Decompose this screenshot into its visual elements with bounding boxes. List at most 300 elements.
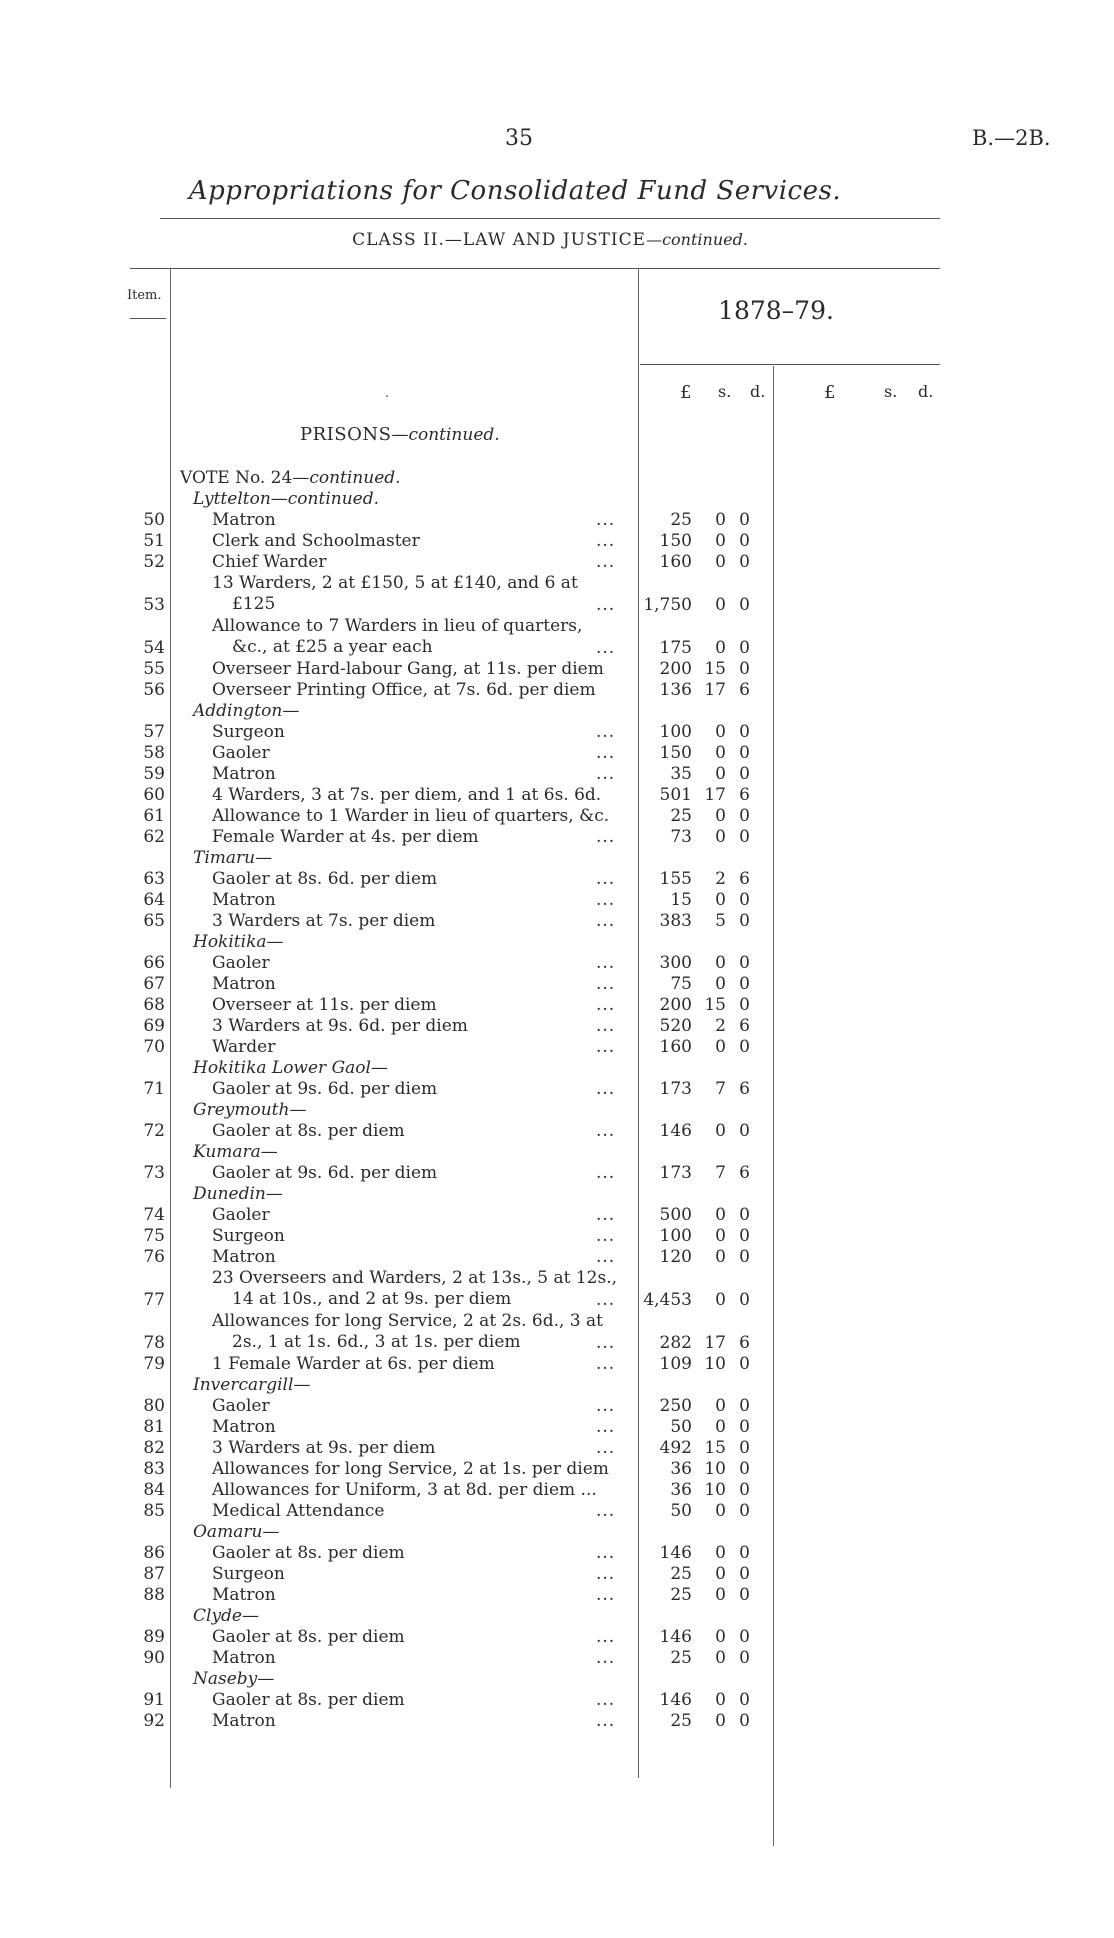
amount-shillings: 0 <box>715 1627 726 1647</box>
amount-shillings: 0 <box>715 1290 726 1310</box>
amount-shillings: 0 <box>715 1501 726 1521</box>
item-description <box>212 1438 622 1459</box>
item-description-line: Overseer Hard-labour Gang, at 11s. per diem <box>212 659 604 679</box>
amount-shillings: 15 <box>704 995 726 1015</box>
item-number: 59 <box>143 764 165 784</box>
item-description-line: Surgeon <box>212 722 285 742</box>
page-code: B.—2B. <box>972 126 1051 150</box>
amount-pounds: 250 <box>659 1396 692 1416</box>
item-number: 89 <box>143 1627 165 1647</box>
table-row <box>0 659 1114 680</box>
item-description <box>212 1711 622 1732</box>
year-header: 1878–79. <box>718 296 834 325</box>
item-number: 57 <box>143 722 165 742</box>
place-name <box>193 1669 603 1690</box>
amount-pounds: 36 <box>670 1459 692 1479</box>
amount-pence: 0 <box>739 1564 750 1584</box>
item-description-continuation: £125 <box>232 594 276 614</box>
item-description-line: Matron <box>212 1585 276 1605</box>
amount-shillings: 0 <box>715 1037 726 1057</box>
table-row <box>0 1121 1114 1142</box>
amount-shillings: 10 <box>704 1354 726 1374</box>
amount-shillings: 15 <box>704 659 726 679</box>
amount-pence: 0 <box>739 1648 750 1668</box>
amount-pence: 0 <box>739 1690 750 1710</box>
shilling-header-1: s. <box>718 382 732 401</box>
item-number: 51 <box>143 531 165 551</box>
item-number: 75 <box>143 1226 165 1246</box>
section-title-suffix: —continued. <box>391 425 500 445</box>
pound-header-2: £ <box>824 382 836 403</box>
item-description <box>212 1121 622 1142</box>
leader-dots: ... <box>596 1037 616 1057</box>
table-row <box>0 1648 1114 1669</box>
amount-shillings: 0 <box>715 1648 726 1668</box>
amount-pence: 6 <box>739 785 750 805</box>
item-description <box>212 659 622 680</box>
amount-pence: 0 <box>739 1438 750 1458</box>
place-name <box>193 701 603 722</box>
item-description <box>212 510 622 531</box>
item-number: 58 <box>143 743 165 763</box>
leader-dots: ... <box>596 1354 616 1374</box>
amount-pounds: 4,453 <box>643 1290 692 1310</box>
place-name-text: Clyde— <box>193 1606 259 1626</box>
amount-shillings: 0 <box>715 552 726 572</box>
item-number: 69 <box>143 1016 165 1036</box>
amount-shillings: 0 <box>715 1121 726 1141</box>
leader-dots: ... <box>596 1585 616 1605</box>
place-name-text: Invercargill— <box>193 1375 311 1395</box>
item-description <box>212 1585 622 1606</box>
table-row <box>0 680 1114 701</box>
place-heading <box>0 932 1114 953</box>
amount-pence: 6 <box>739 680 750 700</box>
table-row <box>0 616 1114 659</box>
amount-pounds: 160 <box>659 552 692 572</box>
amount-pounds: 160 <box>659 1037 692 1057</box>
amount-shillings: 0 <box>715 1226 726 1246</box>
page-title: Appropriations for Consolidated Fund Services. <box>188 176 842 206</box>
amount-pence: 6 <box>739 1016 750 1036</box>
item-description <box>212 1079 622 1100</box>
item-description <box>212 531 622 552</box>
leader-dots: ... <box>596 1543 616 1563</box>
item-number: 65 <box>143 911 165 931</box>
amount-pounds: 200 <box>659 659 692 679</box>
item-description <box>212 1205 622 1226</box>
item-number: 55 <box>143 659 165 679</box>
item-number: 92 <box>143 1711 165 1731</box>
amount-pence: 6 <box>739 1163 750 1183</box>
place-heading <box>0 1184 1114 1205</box>
table-row <box>0 1417 1114 1438</box>
place-heading <box>0 1058 1114 1079</box>
item-description-line: Surgeon <box>212 1226 285 1246</box>
leader-dots: ... <box>596 1438 616 1458</box>
table-row <box>0 1226 1114 1247</box>
amount-pounds: 73 <box>670 827 692 847</box>
place-name <box>193 489 603 510</box>
item-description-line: Matron <box>212 1247 276 1267</box>
item-description-line: Matron <box>212 1417 276 1437</box>
amount-pounds: 200 <box>659 995 692 1015</box>
place-heading <box>0 1669 1114 1690</box>
item-description-line: Allowances for Uniform, 3 at 8d. per diem ... <box>212 1480 597 1500</box>
leader-dots: ... <box>596 995 616 1015</box>
item-description-line: Gaoler <box>212 1205 270 1225</box>
amount-pounds: 25 <box>670 1585 692 1605</box>
item-description-line: Clerk and Schoolmaster <box>212 531 420 551</box>
item-description <box>212 680 622 701</box>
item-number: 83 <box>143 1459 165 1479</box>
amount-shillings: 0 <box>715 827 726 847</box>
pence-header-1: d. <box>750 382 766 401</box>
item-description <box>212 785 622 806</box>
item-description-continuation: 2s., 1 at 1s. 6d., 3 at 1s. per diem <box>232 1332 521 1352</box>
table-row <box>0 1564 1114 1585</box>
amount-shillings: 0 <box>715 1585 726 1605</box>
amount-shillings: 17 <box>704 1333 726 1353</box>
amount-shillings: 15 <box>704 1438 726 1458</box>
item-number: 85 <box>143 1501 165 1521</box>
place-name-text: Oamaru— <box>193 1522 280 1542</box>
item-description-line: 4 Warders, 3 at 7s. per diem, and 1 at 6s. 6d. <box>212 785 602 805</box>
table-row <box>0 1247 1114 1268</box>
amount-pence: 0 <box>739 764 750 784</box>
item-number: 80 <box>143 1396 165 1416</box>
item-number: 74 <box>143 1205 165 1225</box>
amount-pence: 0 <box>739 806 750 826</box>
table-row <box>0 1627 1114 1648</box>
amount-pence: 0 <box>739 1501 750 1521</box>
amount-pounds: 175 <box>659 638 692 658</box>
item-description-line: Gaoler at 9s. 6d. per diem <box>212 1079 438 1099</box>
item-description <box>212 573 622 615</box>
leader-dots: ... <box>596 827 616 847</box>
leader-dots: ... <box>596 722 616 742</box>
item-number: 64 <box>143 890 165 910</box>
class-heading-suffix: —continued. <box>646 230 748 249</box>
place-name <box>193 932 603 953</box>
item-description-line: 1 Female Warder at 6s. per diem <box>212 1354 495 1374</box>
amount-pence: 0 <box>739 722 750 742</box>
amount-pounds: 146 <box>659 1690 692 1710</box>
amount-shillings: 7 <box>715 1163 726 1183</box>
item-description-line: Allowance to 1 Warder in lieu of quarters, &c. <box>212 806 610 826</box>
amount-shillings: 0 <box>715 743 726 763</box>
item-number: 54 <box>143 638 165 658</box>
item-description <box>212 974 622 995</box>
table-row <box>0 827 1114 848</box>
amount-shillings: 0 <box>715 638 726 658</box>
amount-shillings: 0 <box>715 806 726 826</box>
amount-pence: 0 <box>739 510 750 530</box>
table-row <box>0 1711 1114 1732</box>
item-number: 62 <box>143 827 165 847</box>
amount-shillings: 0 <box>715 1396 726 1416</box>
table-row <box>0 806 1114 827</box>
place-name <box>193 1606 603 1627</box>
section-title <box>300 424 500 445</box>
item-number: 87 <box>143 1564 165 1584</box>
amount-pence: 0 <box>739 1226 750 1246</box>
table-row <box>0 1543 1114 1564</box>
item-number: 78 <box>143 1333 165 1353</box>
amount-pounds: 25 <box>670 1711 692 1731</box>
item-description-line: 3 Warders at 7s. per diem <box>212 911 436 931</box>
item-description <box>212 743 622 764</box>
amount-shillings: 0 <box>715 722 726 742</box>
item-description-line: Surgeon <box>212 1564 285 1584</box>
amount-shillings: 0 <box>715 764 726 784</box>
table-row <box>0 552 1114 573</box>
item-description-line: Gaoler at 8s. per diem <box>212 1121 405 1141</box>
amount-shillings: 0 <box>715 974 726 994</box>
item-description-line: Gaoler at 8s. per diem <box>212 1690 405 1710</box>
amount-pounds: 520 <box>659 1016 692 1036</box>
amount-pence: 0 <box>739 1037 750 1057</box>
leader-dots: ... <box>596 1163 616 1183</box>
vote-text: VOTE No. 24— <box>180 468 310 488</box>
item-description-line: Matron <box>212 1711 276 1731</box>
amount-pounds: 25 <box>670 1564 692 1584</box>
amount-pounds: 50 <box>670 1417 692 1437</box>
amount-pounds: 492 <box>659 1438 692 1458</box>
amount-shillings: 0 <box>715 953 726 973</box>
amount-pounds: 15 <box>670 890 692 910</box>
item-description <box>212 911 622 932</box>
leader-dots: ... <box>596 510 616 530</box>
amount-shillings: 0 <box>715 1417 726 1437</box>
place-name <box>193 1142 603 1163</box>
item-description-line: Matron <box>212 1648 276 1668</box>
amount-shillings: 0 <box>715 531 726 551</box>
amount-shillings: 0 <box>715 1690 726 1710</box>
amount-shillings: 10 <box>704 1480 726 1500</box>
item-description <box>212 806 622 827</box>
item-description <box>212 1247 622 1268</box>
table-row <box>0 1311 1114 1354</box>
amount-pounds: 25 <box>670 510 692 530</box>
table-row <box>0 1690 1114 1711</box>
item-number: 70 <box>143 1037 165 1057</box>
place-name-text: Lyttelton <box>193 489 271 509</box>
amount-pounds: 75 <box>670 974 692 994</box>
item-number: 73 <box>143 1163 165 1183</box>
item-description-line: Allowances for long Service, 2 at 2s. 6d., 3 at <box>212 1311 603 1331</box>
table-row <box>0 974 1114 995</box>
item-description-line: Female Warder at 4s. per diem <box>212 827 479 847</box>
vote-suffix: continued. <box>309 468 401 488</box>
item-description <box>212 953 622 974</box>
item-description <box>212 1648 622 1669</box>
amount-pence: 0 <box>739 974 750 994</box>
leader-dots: ... <box>596 890 616 910</box>
amount-shillings: 0 <box>715 595 726 615</box>
amount-pence: 0 <box>739 953 750 973</box>
section-title-text: PRISONS <box>300 424 392 445</box>
amount-pounds: 146 <box>659 1121 692 1141</box>
leader-dots: ... <box>596 1501 616 1521</box>
amount-shillings: 0 <box>715 1543 726 1563</box>
leader-dots: ... <box>596 1417 616 1437</box>
place-name <box>193 1100 603 1121</box>
amount-shillings: 17 <box>704 785 726 805</box>
amount-pounds: 173 <box>659 1163 692 1183</box>
item-description <box>212 890 622 911</box>
item-description-line: Overseer at 11s. per diem <box>212 995 437 1015</box>
place-name <box>193 848 603 869</box>
amount-pounds: 36 <box>670 1480 692 1500</box>
item-number: 60 <box>143 785 165 805</box>
leader-dots: ... <box>596 1333 616 1353</box>
amount-pounds: 173 <box>659 1079 692 1099</box>
item-number: 53 <box>143 595 165 615</box>
table-row <box>0 722 1114 743</box>
pence-header-2: d. <box>918 382 934 401</box>
item-header: Item. <box>127 288 162 303</box>
place-heading <box>0 1606 1114 1627</box>
amount-pence: 6 <box>739 1333 750 1353</box>
title-rule <box>160 218 940 219</box>
leader-dots: ... <box>596 1648 616 1668</box>
place-name-text: Hokitika— <box>193 932 284 952</box>
item-description <box>212 1417 622 1438</box>
item-number: 63 <box>143 869 165 889</box>
amount-pence: 0 <box>739 1205 750 1225</box>
amount-shillings: 2 <box>715 1016 726 1036</box>
class-heading <box>170 230 930 250</box>
item-description <box>212 1627 622 1648</box>
place-name-suffix: —continued. <box>270 489 379 509</box>
amount-shillings: 0 <box>715 1247 726 1267</box>
item-description <box>212 1037 622 1058</box>
item-description <box>212 1268 622 1310</box>
leader-dots: ... <box>596 595 616 615</box>
amount-pounds: 50 <box>670 1501 692 1521</box>
leader-dots: ... <box>596 1226 616 1246</box>
item-description <box>212 764 622 785</box>
table-row <box>0 1459 1114 1480</box>
item-number: 61 <box>143 806 165 826</box>
amount-pence: 0 <box>739 1459 750 1479</box>
amount-shillings: 0 <box>715 510 726 530</box>
amount-pounds: 1,750 <box>643 595 692 615</box>
place-heading <box>0 848 1114 869</box>
item-number: 91 <box>143 1690 165 1710</box>
amount-pence: 0 <box>739 890 750 910</box>
item-description-line: Gaoler at 8s. 6d. per diem <box>212 869 438 889</box>
item-description-line: Gaoler <box>212 953 270 973</box>
item-number: 86 <box>143 1543 165 1563</box>
item-number: 81 <box>143 1417 165 1437</box>
leader-dots: ... <box>596 1564 616 1584</box>
item-number: 84 <box>143 1480 165 1500</box>
leader-dots: ... <box>596 743 616 763</box>
leader-dots: ... <box>596 974 616 994</box>
amount-pence: 0 <box>739 995 750 1015</box>
amount-shillings: 5 <box>715 911 726 931</box>
class-heading-text: CLASS II.—LAW AND JUSTICE <box>352 230 647 250</box>
amount-pence: 0 <box>739 531 750 551</box>
amount-pounds: 155 <box>659 869 692 889</box>
table-row <box>0 869 1114 890</box>
amount-pence: 0 <box>739 595 750 615</box>
item-header-rule <box>130 318 166 319</box>
item-description <box>212 1690 622 1711</box>
shilling-header-2: s. <box>884 382 898 401</box>
vote-heading <box>0 468 1114 489</box>
item-number: 82 <box>143 1438 165 1458</box>
item-description-line: Matron <box>212 764 276 784</box>
leader-dots: ... <box>596 953 616 973</box>
place-name <box>193 1375 603 1396</box>
table-row <box>0 1501 1114 1522</box>
table-row <box>0 785 1114 806</box>
leader-dots: ... <box>596 1290 616 1310</box>
vote-label <box>180 468 590 489</box>
amount-pence: 0 <box>739 638 750 658</box>
table-row <box>0 1205 1114 1226</box>
class-rule <box>130 268 940 269</box>
amount-pounds: 150 <box>659 743 692 763</box>
amount-pounds: 100 <box>659 1226 692 1246</box>
amount-pounds: 500 <box>659 1205 692 1225</box>
item-number: 52 <box>143 552 165 572</box>
item-description <box>212 1459 622 1480</box>
item-description <box>212 1480 622 1501</box>
item-description <box>212 616 622 658</box>
table-row <box>0 1396 1114 1417</box>
place-heading <box>0 1522 1114 1543</box>
leader-dots: ... <box>596 1016 616 1036</box>
item-description-line: Overseer Printing Office, at 7s. 6d. per diem <box>212 680 596 700</box>
item-description <box>212 1501 622 1522</box>
item-description <box>212 1163 622 1184</box>
table-row <box>0 510 1114 531</box>
place-name-text: Timaru— <box>193 848 273 868</box>
item-description <box>212 869 622 890</box>
item-description-line: Matron <box>212 510 276 530</box>
leader-dots: ... <box>596 1079 616 1099</box>
amount-pounds: 146 <box>659 1627 692 1647</box>
amount-shillings: 7 <box>715 1079 726 1099</box>
place-name <box>193 1058 603 1079</box>
amount-pounds: 100 <box>659 722 692 742</box>
amount-pence: 0 <box>739 743 750 763</box>
place-name-text: Dunedin— <box>193 1184 283 1204</box>
item-number: 66 <box>143 953 165 973</box>
leader-dots: ... <box>596 1396 616 1416</box>
amount-pounds: 25 <box>670 806 692 826</box>
year-rule <box>640 364 940 365</box>
table-row <box>0 573 1114 616</box>
amount-pence: 0 <box>739 1247 750 1267</box>
amount-pence: 0 <box>739 911 750 931</box>
table-row <box>0 890 1114 911</box>
table-row <box>0 531 1114 552</box>
amount-pence: 6 <box>739 869 750 889</box>
item-description-line: Gaoler at 8s. per diem <box>212 1543 405 1563</box>
item-description <box>212 1226 622 1247</box>
table-row <box>0 1438 1114 1459</box>
amount-pence: 0 <box>739 1354 750 1374</box>
leader-dots: ... <box>596 638 616 658</box>
leader-dots: ... <box>596 552 616 572</box>
item-description <box>212 827 622 848</box>
place-heading <box>0 1142 1114 1163</box>
